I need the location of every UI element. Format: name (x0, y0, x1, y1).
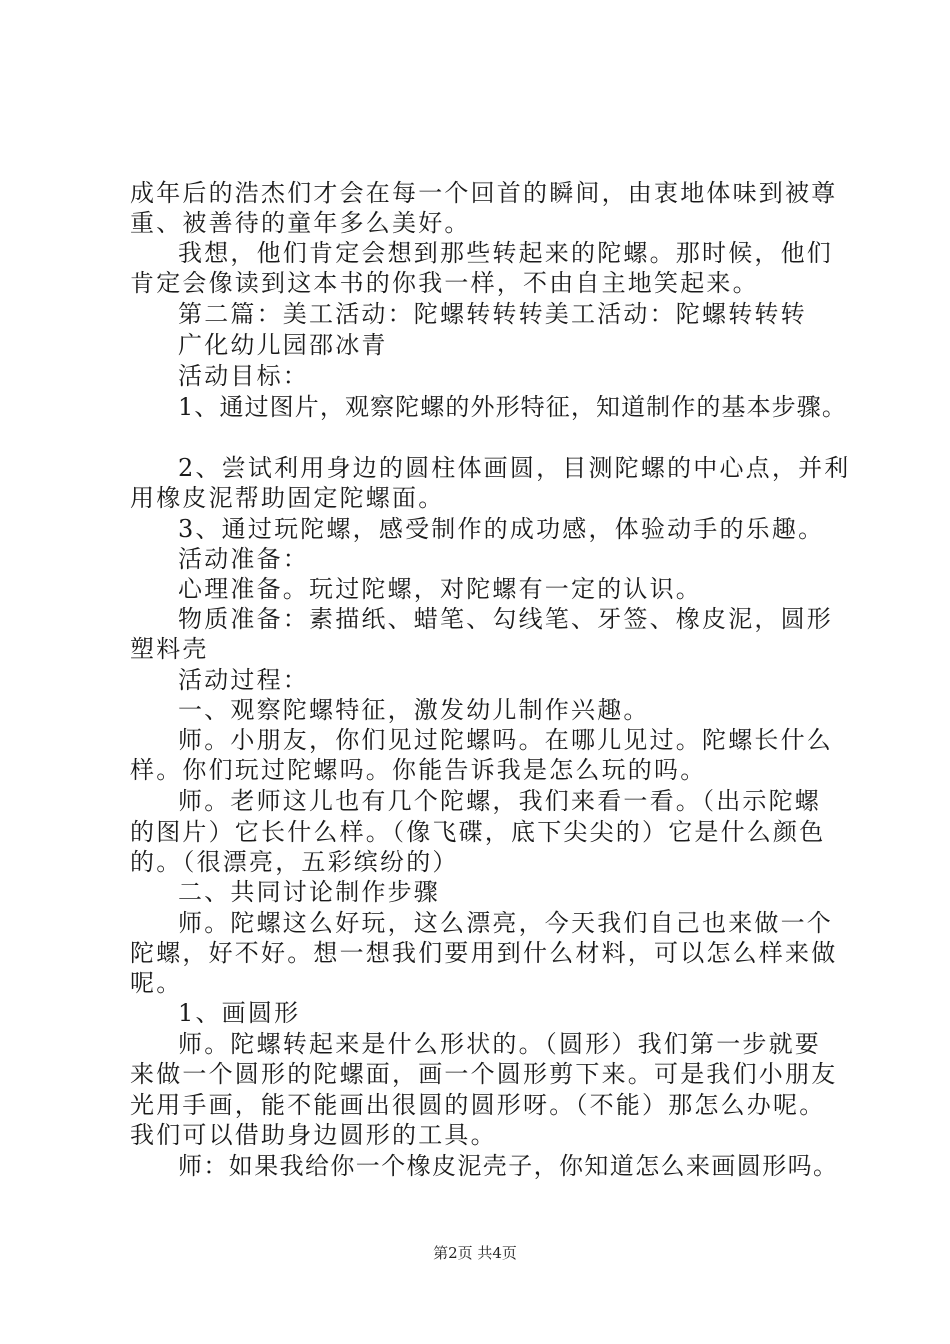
text-line: 活动目标： (178, 362, 309, 390)
text-line: 的。（很漂亮，五彩缤纷的） (130, 848, 459, 876)
text-line: 2、尝试利用身边的圆柱体画圆，目测陀螺的中心点，并利 (178, 454, 851, 482)
text-line: 一、观察陀螺特征，激发幼儿制作兴趣。 (178, 696, 650, 724)
text-line: 师。陀螺转起来是什么形状的。（圆形）我们第一步就要 (178, 1030, 821, 1058)
text-line: 样。你们玩过陀螺吗。你能告诉我是怎么玩的吗。 (130, 756, 707, 784)
text-line: 的图片）它长什么样。（像飞碟，底下尖尖的）它是什么颜色 (130, 818, 826, 846)
text-line: 二、共同讨论制作步骤 (178, 878, 440, 906)
text-line: 呢。 (130, 969, 183, 997)
text-line: 活动准备： (178, 545, 309, 573)
text-line: 肯定会像读到这本书的你我一样，不由自主地笑起来。 (130, 269, 759, 297)
text-line: 我们可以借助身边圆形的工具。 (130, 1121, 497, 1149)
text-line: 来做一个圆形的陀螺面，画一个圆形剪下来。可是我们小朋友 (130, 1060, 838, 1088)
text-line: 1、画圆形 (178, 999, 301, 1027)
text-line: 塑料壳 (130, 635, 209, 663)
text-line: 师。小朋友，你们见过陀螺吗。在哪儿见过。陀螺长什么 (178, 726, 833, 754)
text-line: 陀螺，好不好。想一想我们要用到什么材料，可以怎么样来做 (130, 939, 838, 967)
text-line: 物质准备：素描纸、蜡笔、勾线笔、牙签、橡皮泥，圆形 (178, 605, 833, 633)
text-line: 广化幼儿园邵冰青 (178, 331, 388, 359)
text-line: 我想，他们肯定会想到那些转起来的陀螺。那时候，他们 (178, 239, 833, 267)
text-line: 光用手画，能不能画出很圆的圆形呀。（不能）那怎么办呢。 (130, 1091, 826, 1119)
text-line: 第二篇：美工活动：陀螺转转转美工活动：陀螺转转转 (178, 300, 807, 328)
text-line: 师。老师这儿也有几个陀螺，我们来看一看。（出示陀螺 (178, 787, 821, 815)
text-line: 师。陀螺这么好玩，这么漂亮，今天我们自己也来做一个 (178, 909, 833, 937)
text-line: 1、通过图片，观察陀螺的外形特征，知道制作的基本步骤。 (178, 393, 847, 421)
text-line: 师：如果我给你一个橡皮泥壳子，你知道怎么来画圆形吗。 (178, 1152, 839, 1180)
text-line: 活动过程： (178, 666, 309, 694)
text-line: 重、被善待的童年多么美好。 (130, 209, 471, 237)
text-line: 用橡皮泥帮助固定陀螺面。 (130, 484, 445, 512)
text-line: 心理准备。玩过陀螺，对陀螺有一定的认识。 (178, 575, 702, 603)
text-line: 3、通过玩陀螺，感受制作的成功感，体验动手的乐趣。 (178, 515, 825, 543)
page-number-footer: 第2页 共4页 (433, 1244, 517, 1262)
text-line: 成年后的浩杰们才会在每一个回首的瞬间，由衷地体味到被尊 (130, 179, 838, 207)
